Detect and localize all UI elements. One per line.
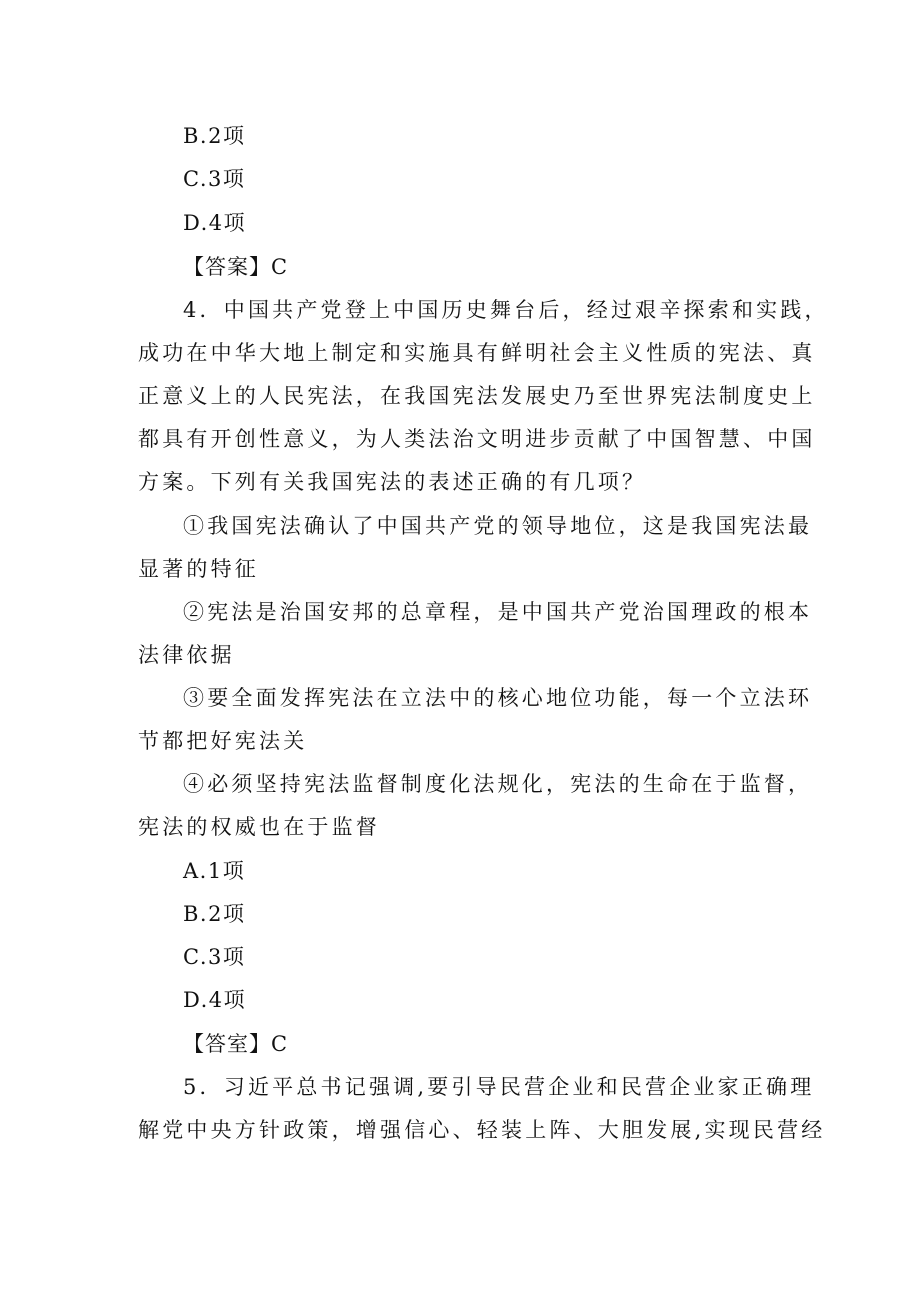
- q4-answer: 【答室】C: [183, 1032, 289, 1056]
- q4-option-d: D.4项: [183, 988, 247, 1012]
- q4-text-line-3: 正意义上的人民宪法，在我国宪法发展史乃至世界宪法制度史上: [138, 384, 816, 408]
- prev-option-b: B.2项: [183, 124, 246, 148]
- q4-option-c: C.3项: [183, 945, 246, 969]
- q4-option-b: B.2项: [183, 902, 246, 926]
- prev-option-c: C.3项: [183, 167, 246, 191]
- q4-statement-4-line-1: ④必须坚持宪法监督制度化法规化，宪法的生命在于监督，: [183, 772, 813, 796]
- q4-statement-4-line-2: 宪法的权威也在于监督: [138, 815, 380, 839]
- q4-statement-3-line-2: 节都把好宪法关: [138, 729, 308, 753]
- q4-text-line-1: 4．中国共产党登上中国历史舞台后，经过艰辛探索和实践，: [183, 298, 829, 322]
- q4-option-a: A.1项: [183, 859, 246, 883]
- q5-text-line-2: 解党中央方针政策，增强信心、轻装上阵、大胆发展,实现民营经: [138, 1118, 826, 1142]
- q4-statement-1-line-1: ①我国宪法确认了中国共产党的领导地位，这是我国宪法最: [183, 514, 813, 538]
- q4-statement-1-line-2: 显著的特征: [138, 557, 259, 581]
- q4-text-line-4: 都具有开创性意义，为人类法治文明进步贡献了中国智慧、中国: [138, 427, 816, 451]
- q4-text-line-2: 成功在中华大地上制定和实施具有鲜明社会主义性质的宪法、真: [138, 341, 816, 365]
- prev-option-d: D.4项: [183, 211, 247, 235]
- q5-text-line-1: 5．习近平总书记强调,要引导民营企业和民营企业家正确理: [183, 1075, 815, 1099]
- q4-statement-3-line-1: ③要全面发挥宪法在立法中的核心地位功能，每一个立法环: [183, 686, 813, 710]
- q4-statement-2-line-2: 法律依据: [138, 643, 235, 667]
- q4-text-line-5: 方案。下列有关我国宪法的表述正确的有几项？: [138, 470, 647, 494]
- prev-answer: 【答案】C: [183, 255, 289, 279]
- q4-statement-2-line-1: ②宪法是治国安邦的总章程，是中国共产党治国理政的根本: [183, 600, 813, 624]
